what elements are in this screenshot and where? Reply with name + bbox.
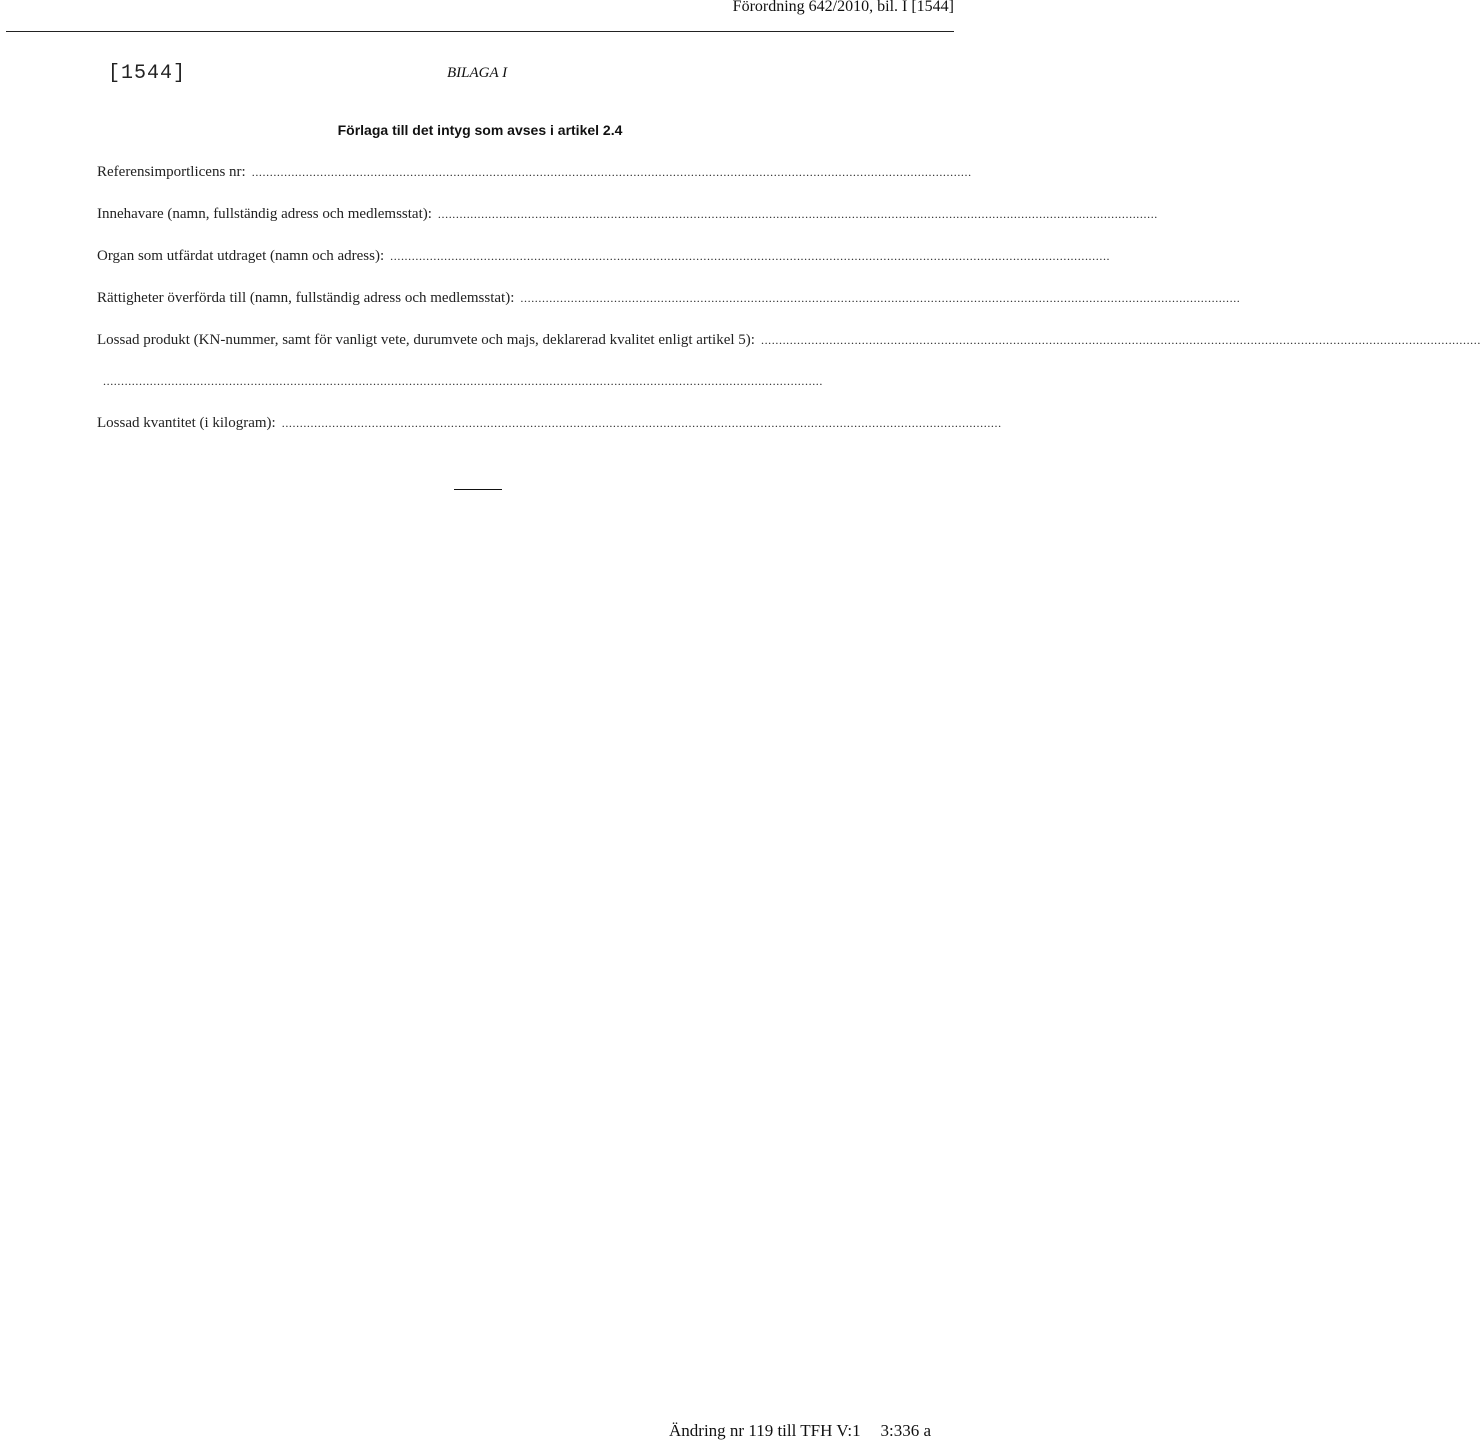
footer-page-number: 3:336 a: [880, 1421, 931, 1440]
field-label: Lossad kvantitet (i kilogram):: [97, 415, 276, 431]
field-label: Lossad produkt (KN-nummer, samt för vanligt vete, durumvete och majs, deklarerad kvalitet enligt artikel 5):: [97, 332, 755, 348]
fill-in-line: ........................................................................................................................................................................................................: [251, 165, 972, 179]
header-divider: [6, 31, 954, 32]
field-continuation-line: [103, 374, 854, 389]
field-label: Referensimportlicens nr:: [97, 164, 246, 180]
field-reference-licence: [97, 164, 972, 181]
reference-marker: [1544]: [108, 62, 187, 85]
page-header: Förordning 642/2010, bil. I [1544]: [732, 0, 954, 15]
field-label: Rättigheter överförda till (namn, fullständig adress och medlemsstat):: [97, 290, 515, 306]
end-divider: [454, 489, 502, 490]
fill-in-line: ........................................................................................................................................................................................................: [760, 333, 1481, 347]
field-unloaded-product: [97, 332, 1481, 349]
field-label: Organ som utfärdat utdraget (namn och adress):: [97, 248, 385, 264]
fill-in-line: ........................................................................................................................................................................................................: [390, 249, 1111, 263]
form-title: Förlaga till det intyg som avses i artikel 2.4: [337, 122, 623, 138]
field-label: Innehavare (namn, fullständig adress och medlemsstat):: [97, 206, 432, 222]
field-issuing-body: [97, 248, 1111, 265]
field-rights-transferred: [97, 290, 1241, 307]
fill-in-line: ........................................................................................................................................................................................................: [103, 374, 823, 388]
field-unloaded-quantity: [97, 415, 1002, 432]
annex-label: BILAGA I: [447, 65, 508, 81]
fill-in-line: ........................................................................................................................................................................................................: [281, 416, 1002, 430]
fill-in-line: ........................................................................................................................................................................................................: [437, 207, 1158, 221]
footer-amendment: Ändring nr 119 till TFH V:1: [669, 1421, 861, 1440]
field-holder: [97, 206, 1158, 223]
fill-in-line: ........................................................................................................................................................................................................: [520, 291, 1241, 305]
